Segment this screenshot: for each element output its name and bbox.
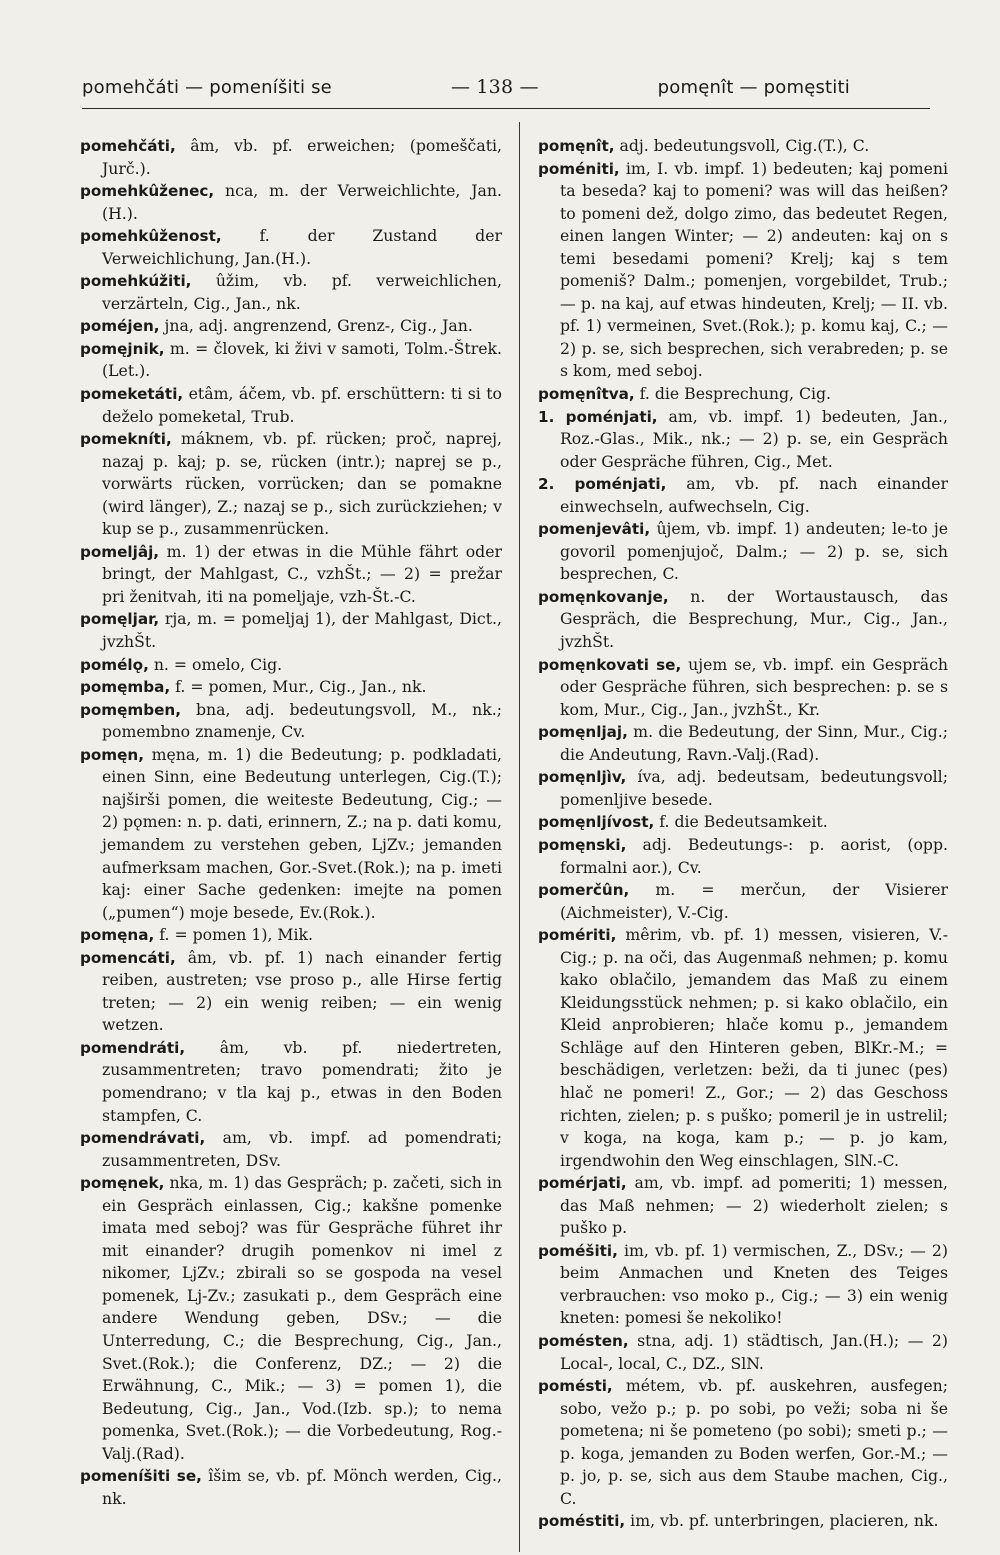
entry-headword: poméjen, — [80, 317, 160, 336]
entry-headword: pomęljar, — [80, 610, 160, 629]
dictionary-entry — [80, 1465, 502, 1510]
dictionary-entry — [538, 473, 948, 518]
dictionary-entry — [80, 1127, 502, 1172]
entry-definition: métem, vb. pf. auskehren, ausfegen; sobo, vežo p.; p. po sobi, po veži; soba ni še pometena; ni še pometeno (po sobi); smeti p.; — p. koga, jemanden zu Boden werfen, Gor.-M.; — p. jo, p. se, sich aus dem Staube machen, Cig., C. — [560, 1376, 948, 1508]
entry-definition: nka, m. 1) das Gespräch; p. začeti, sich in ein Gespräch einlassen, Cig.; kakšne pomenke imata med seboj? was für Gespräche führet ihr mit einander? drugih pomenkov ni imel z nikomer, LjZv.; zbirali so se gospoda na vesel pomenek, Lj-Zv.; zasukati p., dem Gespräch eine andere Wendung geben, DSv.; — die Unterredung, C.; die Besprechung, Cig., Jan., Svet.(Rok.); die Conferenz, DZ.; — 2) die Erwähnung, C., Mik.; — 3) = pomen 1), die Bedeutung, Cig., Jan., Vod.(Izb. sp.); to nema pomenka, Svet.(Rok.); — die Vorbedeutung, Rog.-Valj.(Rad). — [102, 1173, 502, 1463]
entry-definition: âm, vb. pf. niedertreten, zusammentreten; travo pomendrati; žito je pomendrano; v tla kaj p., etwas in den Boden stampfen, C. — [102, 1037, 502, 1125]
header-rule — [82, 108, 930, 109]
entry-headword: poméniti, — [538, 159, 620, 178]
dictionary-entry — [538, 383, 948, 406]
entry-definition: bna, adj. bedeutungsvoll, M., nk.; pomembno znamenje, Cv. — [102, 699, 502, 742]
entry-headword: pomęnkovati se, — [538, 655, 682, 674]
dictionary-entry — [80, 676, 502, 699]
entry-definition: ûžim, vb. pf. verweichlichen, verzärteln, Cig., Jan., nk. — [102, 271, 502, 313]
entry-headword: pomehkúžiti, — [80, 272, 192, 291]
dictionary-entry — [538, 879, 948, 924]
dictionary-entry — [80, 180, 502, 225]
entry-headword: pomésten, — [538, 1331, 629, 1350]
entry-headword: pomendrávati, — [80, 1129, 206, 1148]
dictionary-entry — [538, 924, 948, 1172]
dictionary-entry — [80, 225, 502, 270]
dictionary-entry — [538, 721, 948, 766]
entry-headword: pomęnljìv, — [538, 768, 627, 787]
entry-headword: pomendráti, — [80, 1038, 186, 1057]
entry-definition: îšim se, vb. pf. Mönch werden, Cig., nk. — [102, 1466, 502, 1508]
entry-definition: am, vb. impf. ad pomendrati; zusammentreten, DSv. — [102, 1128, 502, 1170]
header-right-guideword: pomęnît — pomęstiti — [657, 76, 850, 98]
entry-headword: pomélǫ, — [80, 655, 149, 674]
column-divider — [519, 122, 520, 1552]
dictionary-entry — [80, 608, 502, 653]
dictionary-entry — [538, 1330, 948, 1375]
entry-definition: am, vb. impf. 1) bedeuten, Jan., Roz.-Glas., Mik., nk.; — 2) p. se, ein Gespräch oder Gespräche führen, Cig., Met. — [560, 406, 948, 471]
dictionary-entry — [538, 1510, 948, 1533]
entry-definition: m. = merčun, der Visierer (Aichmeister), V.-Cig. — [560, 880, 948, 922]
dictionary-entry — [538, 135, 948, 158]
dictionary-entry — [538, 1240, 948, 1330]
entry-definition: máknem, vb. pf. rücken; proč, naprej, nazaj p. kaj; p. se, rücken (intr.); naprej se p., vorwärts rücken, vorrücken; dan se pomakne (wird länger), Z.; nazaj se p., sich zurückziehen; v kup se p., zusammenrücken. — [102, 429, 502, 539]
dictionary-entry — [80, 541, 502, 609]
entry-headword: pomériti, — [538, 926, 617, 945]
entry-definition: adj. Bedeutungs-: p. aorist, (opp. formalni aor.), Cv. — [560, 834, 948, 877]
entry-definition: nca, m. der Verweichlichte, Jan.(H.). — [102, 181, 502, 223]
entry-definition: im, vb. pf. 1) vermischen, Z., DSv.; — 2) beim Anmachen und Kneten des Teiges verbrauchen: vso moko p., Cig.; — 3) ein wenig kneten: pomesi še nekoliko! — [560, 1240, 948, 1328]
entry-definition: ûjem, vb. impf. 1) andeuten; le-to je govoril pomenjujoč, Dalm.; — 2) p. se, sich besprechen, C. — [560, 519, 948, 584]
dictionary-entry — [538, 586, 948, 654]
entry-headword: pomęmba, — [80, 678, 171, 697]
dictionary-entry — [538, 406, 948, 474]
dictionary-entry — [538, 766, 948, 811]
entry-headword: 2. poménjati, — [538, 475, 667, 494]
dictionary-entry — [538, 518, 948, 586]
entry-definition: jna, adj. angrenzend, Grenz-, Cig., Jan. — [159, 316, 473, 336]
entry-headword: pomencáti, — [80, 948, 176, 967]
entry-headword: pomérjati, — [538, 1174, 627, 1193]
dictionary-entry — [80, 338, 502, 383]
left-column — [80, 135, 502, 1510]
entry-definition: f. der Zustand der Verweichlichung, Jan.(H.). — [102, 226, 502, 268]
entry-headword: pomęnek, — [80, 1174, 165, 1193]
entry-definition: im, vb. pf. unterbringen, placieren, nk. — [625, 1511, 939, 1531]
entry-headword: pomęn, — [80, 745, 145, 764]
dictionary-entry — [80, 1172, 502, 1465]
entry-definition: stna, adj. 1) städtisch, Jan.(H.); — 2) Local-, local, C., DZ., SlN. — [560, 1330, 948, 1373]
dictionary-entry — [80, 699, 502, 744]
entry-definition: ujem se, vb. impf. ein Gespräch oder Gespräche führen, sich besprechen: p. se s kom, Mur., Cig., Jan., jvzhŠt., Kr. — [560, 654, 948, 719]
dictionary-entry — [80, 1037, 502, 1127]
right-column — [538, 135, 948, 1533]
entry-definition: f. die Besprechung, Cig. — [634, 384, 832, 404]
entry-definition: n. der Wortaustausch, das Gespräch, die Besprechung, Mur., Cig., Jan., jvzhŠt. — [560, 586, 948, 652]
entry-definition: am, vb. pf. nach einander einwechseln, aufwechseln, Cig. — [560, 474, 948, 516]
header-left-guideword: pomehčáti — pomeníšiti se — [82, 76, 332, 98]
dictionary-entry — [80, 315, 502, 338]
entry-definition: mêrim, vb. pf. 1) messen, visieren, V.-Cig.; p. na oči, das Augenmaß nehmen; p. komu kako oblačilo, jemandem das Maß zu einem Kleidungsstück nehmen; p. si kako oblačilo, ein Kleid anprobieren; hlače komu p., jemandem Schläge auf den Hinteren geben, BlKr.-M.; = beschädigen, verletzen: beži, da ti junec (pes) hlač ne pomeri! Z., Gor.; — 2) das Geschoss richten, zielen; p. s puško; pomeril je in ustrelil; v koga, na koga, kam p.; — p. jo kam, irgendwohin den Weg einschlagen, SlN.-C. — [560, 925, 948, 1170]
entry-headword: pomęnljaj, — [538, 723, 628, 742]
dictionary-entry — [80, 383, 502, 428]
entry-definition: im, I. vb. impf. 1) bedeuten; kaj pomeni ta beseda? kaj to pomeni? was will das heißen? to pomeni dež, dolgo zimo, das bedeutet Regen, einen langen Winter; — 2) andeuten: kaj on s temi besedami pomeni? Krelj; kaj s tem pomeniš? Dalm.; pomenjen, vorgebildet, Trub.; — p. na kaj, auf etwas hindeuten, Krelj; — II. vb. pf. 1) vermeinen, Svet.(Rok.); p. komu kaj, C.; — 2) p. se, sich besprechen, sich verabreden; p. se s kom, med seboj. — [560, 158, 948, 381]
entry-definition: m. die Bedeutung, der Sinn, Mur., Cig.; die Andeutung, Ravn.-Valj.(Rad). — [560, 722, 948, 764]
dictionary-entry — [80, 428, 502, 541]
dictionary-entry — [538, 811, 948, 834]
entry-definition: íva, adj. bedeutsam, bedeutungsvoll; pomenljive besede. — [560, 767, 948, 809]
entry-headword: poméšiti, — [538, 1241, 618, 1260]
entry-headword: pomeketáti, — [80, 385, 184, 404]
entry-headword: pomęmben, — [80, 700, 182, 719]
entry-headword: pomehčáti, — [80, 137, 176, 155]
dictionary-entry — [538, 1172, 948, 1240]
entry-definition: f. die Bedeutsamkeit. — [654, 812, 828, 832]
dictionary-entry — [80, 135, 502, 180]
entry-definition: m. 1) der etwas in die Mühle fährt oder bringt, der Mahlgast, C., vzhŠt.; — 2) = prežar pri ženitvah, iti na pomeljaje, vzh-Št.-C. — [102, 541, 502, 606]
page-number: — 138 — — [450, 76, 539, 98]
entry-headword: pomekníti, — [80, 430, 172, 449]
dictionary-entry — [80, 654, 502, 677]
entry-headword: pomeljâj, — [80, 542, 160, 561]
entry-definition: âm, vb. pf. erweichen; (pomeščati, Jurč.). — [102, 136, 502, 178]
entry-headword: pomésti, — [538, 1377, 613, 1396]
entry-headword: pomenjevâti, — [538, 520, 651, 539]
entry-definition: n. = omelo, Cig. — [148, 654, 283, 674]
dictionary-entry — [538, 654, 948, 722]
entry-definition: adj. bedeutungsvoll, Cig.(T.), C. — [614, 136, 870, 155]
dictionary-entry — [80, 947, 502, 1037]
entry-definition: etâm, áčem, vb. pf. erschüttern: ti si to deželo pomeketal, Trub. — [102, 384, 502, 426]
entry-definition: am, vb. impf. ad pomeriti; 1) messen, das Maß nehmen; — 2) wiederholt zielen; s puško p. — [560, 1173, 948, 1238]
entry-headword: poméstiti, — [538, 1512, 626, 1531]
entry-definition: m. = človek, ki živi v samoti, Tolm.-Štrek.(Let.). — [102, 338, 502, 381]
entry-definition: męna, m. 1) die Bedeutung; p. podkladati, einen Sinn, eine Bedeutung unterlegen, Cig.(T.); najširši pomen, die weiteste Bedeutung, Cig.; — 2) pǫmen: n. p. dati, erinnern, Z.; na p. dati komu, jemandem zu verstehen geben, LjZv.; jemanden aufmerksam machen, Gor.-Svet.(Rok.); na p. imeti kaj: einer Sache gedenken: imejte na pomen („pumen“) moje besede, Ev.(Rok.). — [102, 744, 502, 922]
dictionary-entry — [80, 924, 502, 947]
entry-headword: pomęnljívost, — [538, 813, 655, 832]
entry-definition: f. = pomen, Mur., Cig., Jan., nk. — [170, 677, 427, 697]
dictionary-entry — [538, 1375, 948, 1510]
page-header — [82, 72, 850, 102]
entry-headword: 1. poménjati, — [538, 407, 658, 426]
entry-definition: rja, m. = pomeljaj 1), der Mahlgast, Dict., jvzhŠt. — [102, 609, 502, 652]
entry-definition: âm, vb. pf. 1) nach einander fertig reiben, austreten; vse proso p., alle Hirse fertig treten; — 2) ein wenig reiben; — ein wenig wetzen. — [102, 947, 502, 1035]
entry-headword: pomęna, — [80, 926, 155, 945]
dictionary-entry — [538, 834, 948, 879]
entry-headword: pomehkûženec, — [80, 182, 215, 201]
entry-definition: f. = pomen 1), Mik. — [154, 925, 313, 945]
entry-headword: pomehkûženost, — [80, 227, 222, 246]
entry-headword: pomerčûn, — [538, 881, 630, 900]
entry-headword: pomęnski, — [538, 835, 627, 854]
entry-headword: pomęnkovanje, — [538, 587, 669, 606]
dictionary-entry — [80, 270, 502, 315]
dictionary-entry — [80, 744, 502, 924]
entry-headword: pomęnîtva, — [538, 385, 635, 404]
entry-headword: pomęjnik, — [80, 339, 165, 358]
dictionary-entry — [538, 158, 948, 383]
entry-headword: pomęnît, — [538, 137, 615, 155]
entry-headword: pomeníšiti se, — [80, 1467, 202, 1486]
